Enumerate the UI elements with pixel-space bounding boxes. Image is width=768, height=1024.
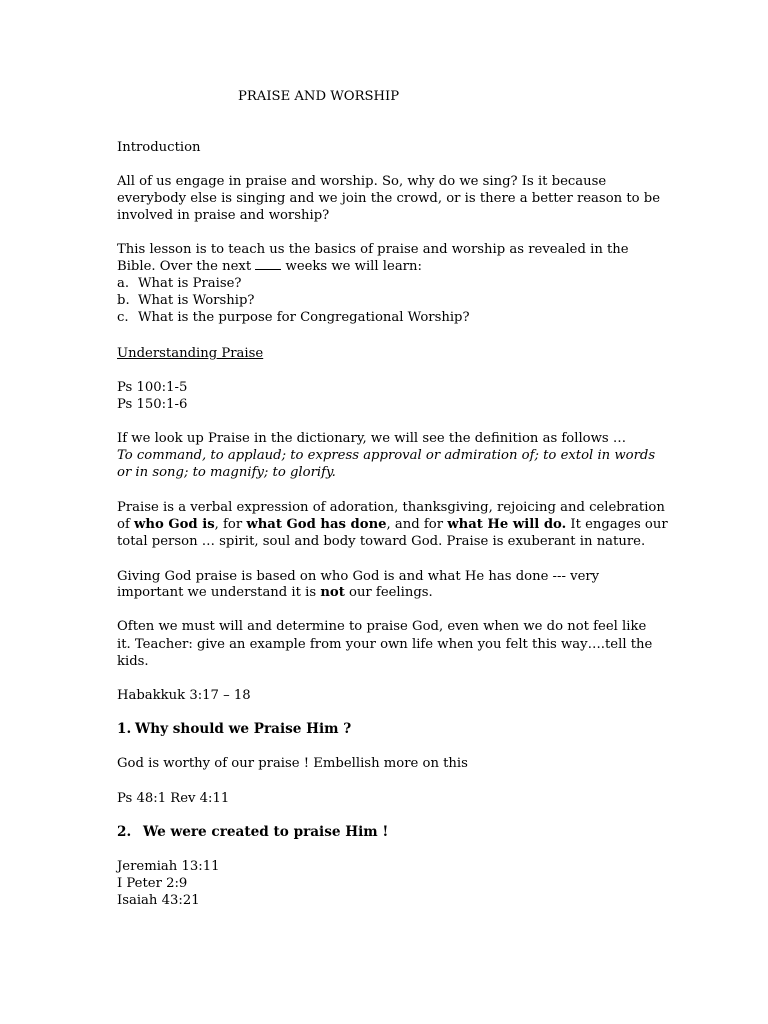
intro-paragraph-line: everybody else is singing and we join the crowd, or is there a better reason to be [117, 191, 660, 206]
lesson-paragraph-line [117, 258, 422, 275]
giving-praise-line: Giving God praise is based on who God is and what He has done --- very [117, 569, 600, 584]
scripture-reference: Ps 48:1 Rev 4:11 [117, 791, 230, 806]
section-heading-2 [117, 824, 388, 841]
lesson-paragraph-line: This lesson is to teach us the basics of praise and worship as revealed in the [117, 242, 629, 257]
section-number: 1. [117, 721, 132, 737]
scripture-reference: Ps 100:1-5 [117, 380, 188, 395]
text-run: of [117, 517, 135, 532]
scripture-reference: I Peter 2:9 [117, 876, 188, 891]
lesson-text-after-blank: weeks we will learn: [281, 259, 422, 274]
section-heading-text: We were created to praise Him ! [143, 824, 389, 840]
point-text: God is worthy of our praise ! Embellish more on this [117, 756, 468, 771]
bold-what-he-will-do: what He will do. [447, 517, 567, 532]
list-item-text: What is the purpose for Congregational Worship? [138, 310, 470, 325]
bold-who-god-is: who God is [134, 517, 215, 532]
bold-not: not [320, 585, 345, 600]
understanding-praise-heading: Understanding Praise [117, 346, 264, 361]
text-run: important we understand it is [117, 585, 321, 600]
scripture-reference: Isaiah 43:21 [117, 893, 200, 908]
list-item [117, 275, 241, 292]
text-run: , and for [386, 517, 448, 532]
intro-paragraph-line: All of us engage in praise and worship. So, why do we sing? Is it because [117, 174, 607, 189]
praise-paragraph-line [117, 516, 668, 533]
praise-paragraph-line: total person … spirit, soul and body toward God. Praise is exuberant in nature. [117, 534, 646, 549]
list-item-text: What is Worship? [138, 293, 255, 308]
bold-what-god-has-done: what God has done [246, 517, 387, 532]
scripture-reference: Habakkuk 3:17 – 18 [117, 688, 251, 703]
list-item [117, 309, 470, 326]
section-heading-text: Why should we Praise Him ? [135, 721, 352, 737]
list-marker: c. [117, 310, 129, 325]
lesson-text-before-blank: Bible. Over the next [117, 259, 256, 274]
intro-heading: Introduction [117, 140, 201, 155]
teacher-note-line: kids. [117, 654, 149, 669]
definition-line: or in song; to magnify; to glorify. [117, 465, 336, 480]
list-marker: b. [117, 293, 130, 308]
list-item-text: What is Praise? [138, 276, 242, 291]
scripture-reference: Jeremiah 13:11 [117, 859, 220, 874]
teacher-note-line: Often we must will and determine to praise God, even when we do not feel like [117, 619, 647, 634]
list-marker: a. [117, 276, 130, 291]
definition-line: To command, to applaud; to express approval or admiration of; to extol in words [117, 448, 656, 463]
list-item [117, 292, 254, 309]
praise-paragraph-line: Praise is a verbal expression of adoration, thanksgiving, rejoicing and celebration [117, 500, 665, 515]
intro-paragraph-line: involved in praise and worship? [117, 208, 330, 223]
text-run: It engages our [566, 517, 668, 532]
scripture-reference: Ps 150:1-6 [117, 397, 188, 412]
page-title: PRAISE AND WORSHIP [238, 89, 400, 104]
text-run: our feelings. [344, 585, 433, 600]
section-number: 2. [117, 824, 132, 840]
text-run: , for [214, 517, 247, 532]
giving-praise-line [117, 584, 433, 601]
dictionary-line: If we look up Praise in the dictionary, we will see the definition as follows … [117, 431, 627, 446]
weeks-blank [255, 258, 281, 270]
teacher-note-line: it. Teacher: give an example from your own life when you felt this way….tell the [117, 637, 653, 652]
section-heading-1 [117, 721, 351, 738]
